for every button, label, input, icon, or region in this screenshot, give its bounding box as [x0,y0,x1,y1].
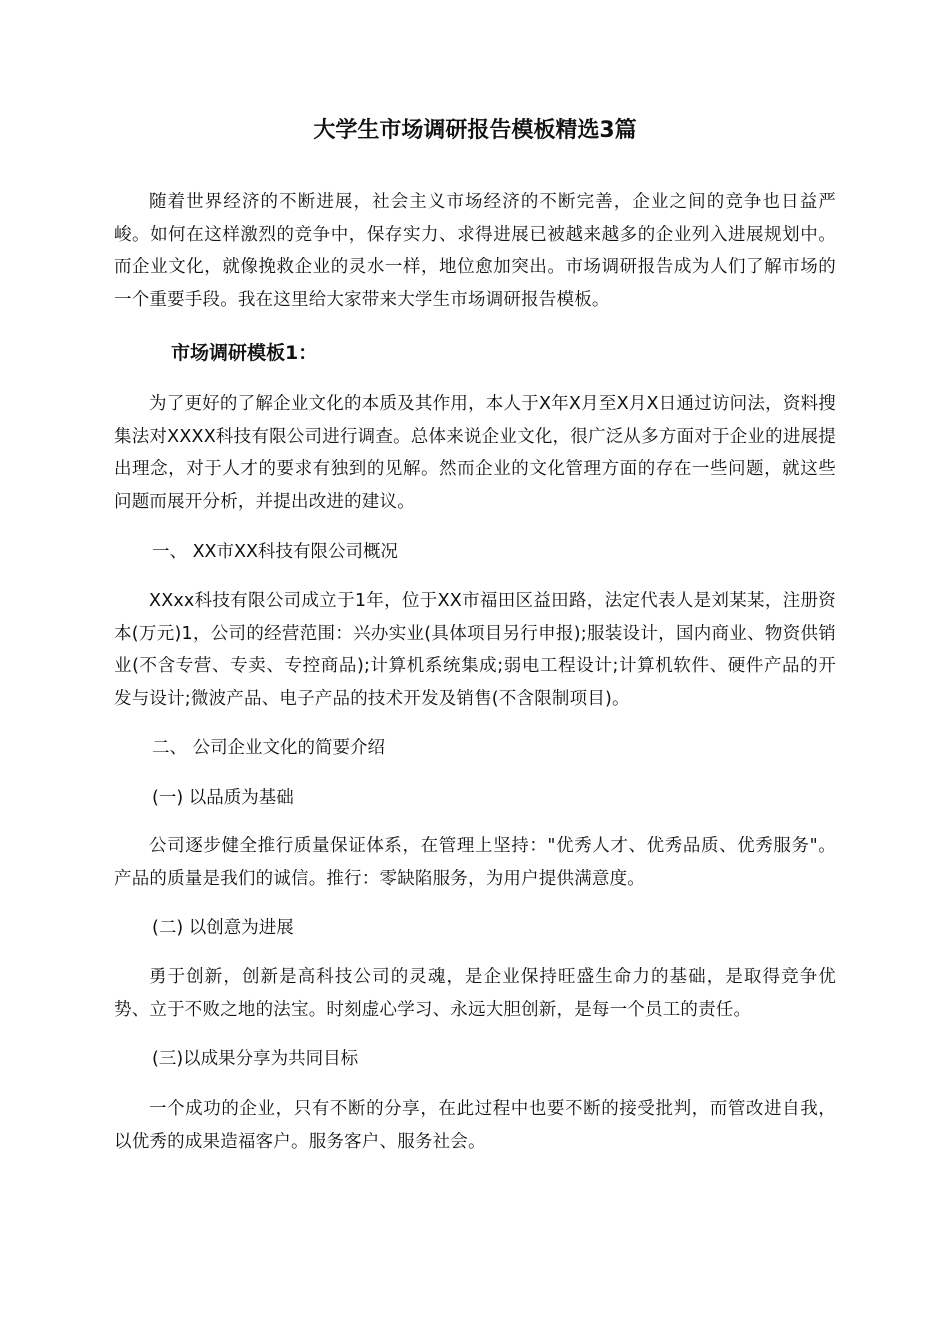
intro-paragraph: 随着世界经济的不断进展，社会主义市场经济的不断完善，企业之间的竞争也日益严峻。如何在这样激烈的竞争中，保存实力、求得进展已被越来越多的企业列入进展规划中。而企业文化，就像挽救企业的灵水一样，地位愈加突出。市场调研报告成为人们了解市场的一个重要手段。我在这里给大家带来大学生市场调研报告模板。 [114,192,836,310]
subsection-heading: (三)以成果分享为共同目标 [152,1049,359,1069]
subsection-heading: 二、 公司企业文化的简要介绍 [152,738,386,758]
body-paragraph: XXxx科技有限公司成立于1年，位于XX市福田区益田路，法定代表人是刘某某，注册资本(万元)1，公司的经营范围：兴办实业(具体项目另行申报);服装设计，国内商业、物资供销业(不含专营、专卖、专控商品);计算机系统集成;弱电工程设计;计算机软件、硬件产品的开发与设计;微波产品、电子产品的技术开发及销售(不含限制项目)。 [114,591,836,709]
body-paragraph: 一个成功的企业，只有不断的分享，在此过程中也要不断的接受批判，而管改进自我，以优秀的成果造福客户。服务客户、服务社会。 [114,1099,836,1152]
body-paragraph: 勇于创新，创新是高科技公司的灵魂，是企业保持旺盛生命力的基础，是取得竞争优势、立于不败之地的法宝。时刻虚心学习、永远大胆创新，是每一个员工的责任。 [114,967,836,1020]
subsection-heading: 一、 XX市XX科技有限公司概况 [152,542,399,562]
body-paragraph: 公司逐步健全推行质量保证体系，在管理上坚持："优秀人才、优秀品质、优秀服务"。产品的质量是我们的诚信。推行：零缺陷服务，为用户提供满意度。 [114,836,836,889]
body-paragraph: 为了更好的了解企业文化的本质及其作用，本人于X年X月至X月X日通过访问法，资料搜集法对XXXX科技有限公司进行调查。总体来说企业文化，很广泛从多方面对于企业的进展提出理念，对于人才的要求有独到的见解。然而企业的文化管理方面的存在一些问题，就这些问题而展开分析，并提出改进的建议。 [114,394,836,512]
subsection-heading: (二) 以创意为进展 [152,918,294,938]
subsection-heading: (一) 以品质为基础 [152,788,294,808]
document-title: 大学生市场调研报告模板精选3篇 [313,118,637,143]
section-heading: 市场调研模板1： [171,342,318,364]
